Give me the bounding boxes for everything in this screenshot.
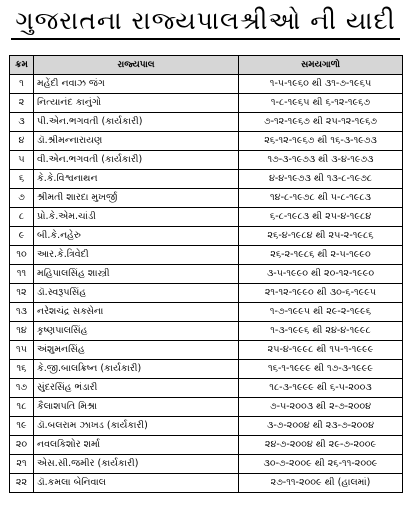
row-number: ૧ xyxy=(10,75,34,94)
governor-name: નરેશચંદ્ર સક્સેના xyxy=(34,303,239,322)
tenure-period: ૧-૭-૧૯૯૫ થી ૨૯-૨-૧૯૯૬ xyxy=(239,303,403,322)
table-row xyxy=(10,75,403,94)
tenure-period: ૨૬-૨-૧૯૮૬ થી ૨-૫-૧૯૯૦ xyxy=(239,246,403,265)
table-row xyxy=(10,246,403,265)
row-number: ૫ xyxy=(10,151,34,170)
table-row xyxy=(10,455,403,474)
row-number: ૧૭ xyxy=(10,379,34,398)
row-number: ૧૫ xyxy=(10,341,34,360)
tenure-period: ૩-૭-૨૦૦૪ થી ૨૩-૭-૨૦૦૪ xyxy=(239,417,403,436)
table-row xyxy=(10,227,403,246)
table-header-row xyxy=(10,56,403,75)
table-row xyxy=(10,322,403,341)
header-number: ક્રમ xyxy=(10,56,34,75)
governor-name: પ્રો.કે.એમ.ચાંડી xyxy=(34,208,239,227)
governor-name: ડૉ.સ્વરૂપસિંહ xyxy=(34,284,239,303)
tenure-period: ૪-૪-૧૯૭૩ થી ૧૩-૮-૧૯૭૮ xyxy=(239,170,403,189)
governor-name: ડૉ.બલરામ ઝાખડ (કાર્યકારી) xyxy=(34,417,239,436)
tenure-period: ૭-૧૨-૧૯૬૭ થી ૨૫-૧૨-૧૯૬૭ xyxy=(239,113,403,132)
governor-name: ડૉ.કમલા બેનિવાલ xyxy=(34,474,239,493)
tenure-period: ૩૦-૭-૨૦૦૯ થી ૨૬-૧૧-૨૦૦૯ xyxy=(239,455,403,474)
tenure-period: ૨૭-૧૧-૨૦૦૯ થી (હાલમાં) xyxy=(239,474,403,493)
table-row xyxy=(10,151,403,170)
table-row xyxy=(10,170,403,189)
tenure-period: ૧૮-૩-૧૯૯૯ થી ૬-૫-૨૦૦૩ xyxy=(239,379,403,398)
header-period: સમયગાળો xyxy=(239,56,403,75)
table-row xyxy=(10,284,403,303)
tenure-period: ૧૪-૮-૧૯૭૮ થી ૫-૮-૧૯૮૩ xyxy=(239,189,403,208)
table-row xyxy=(10,360,403,379)
tenure-period: ૧-૫-૧૯૬૦ થી ૩૧-૭-૧૯૬૫ xyxy=(239,75,403,94)
governor-name: નિત્યાનંદ કાનુંગો xyxy=(34,94,239,113)
governors-table xyxy=(9,55,403,493)
tenure-period: ૧૬-૧-૧૯૯૯ થી ૧૭-૩-૧૯૯૯ xyxy=(239,360,403,379)
governor-name: શ્રીમતી શારદા મુખર્જી xyxy=(34,189,239,208)
tenure-period: ૨૬-૧૨-૧૯૬૭ થી ૧૬-૩-૧૯૭૩ xyxy=(239,132,403,151)
table-row xyxy=(10,132,403,151)
table-row xyxy=(10,265,403,284)
table-row xyxy=(10,113,403,132)
table-row xyxy=(10,474,403,493)
header-governor: રાજ્યપાલ xyxy=(34,56,239,75)
governor-name: ડૉ.શ્રીમન્નારાયણ xyxy=(34,132,239,151)
row-number: ૨૨ xyxy=(10,474,34,493)
row-number: ૧૮ xyxy=(10,398,34,417)
row-number: ૩ xyxy=(10,113,34,132)
table-row xyxy=(10,208,403,227)
governor-name: આર.કે.ત્રિવેદી xyxy=(34,246,239,265)
governor-name: મહિપાલસિંહ શાસ્ત્રી xyxy=(34,265,239,284)
row-number: ૬ xyxy=(10,170,34,189)
row-number: ૯ xyxy=(10,227,34,246)
row-number: ૧૨ xyxy=(10,284,34,303)
tenure-period: ૨૫-૪-૧૯૯૮ થી ૧૫-૧-૧૯૯૯ xyxy=(239,341,403,360)
title-area xyxy=(0,4,411,50)
tenure-period: ૭-૫-૨૦૦૩ થી ૨-૭-૨૦૦૪ xyxy=(239,398,403,417)
governor-name: એસ.સી.જમીર (કાર્યકારી) xyxy=(34,455,239,474)
tenure-period: ૧-૮-૧૯૬૫ થી ૬-૧૨-૧૯૬૭ xyxy=(239,94,403,113)
tenure-period: ૨૬-૪-૧૯૮૪ થી ૨૫-૨-૧૯૮૬ xyxy=(239,227,403,246)
governor-name: મહેંદી નવાઝ જંગ xyxy=(34,75,239,94)
governor-name: કૃષ્ણપાલસિંહ xyxy=(34,322,239,341)
governor-name: સુંદરસિંહ ભંડારી xyxy=(34,379,239,398)
governor-name: વી.એન.ભગવતી (કાર્યકારી) xyxy=(34,151,239,170)
governor-name: નવલકિશોર શર્મા xyxy=(34,436,239,455)
row-number: ૧૦ xyxy=(10,246,34,265)
governor-name: બી.કે.નહેરુ xyxy=(34,227,239,246)
table-row xyxy=(10,436,403,455)
row-number: ૧૩ xyxy=(10,303,34,322)
row-number: ૮ xyxy=(10,208,34,227)
row-number: ૧૪ xyxy=(10,322,34,341)
governor-name: કે.જી.બાલક્રિષ્ન (કાર્યકારી) xyxy=(34,360,239,379)
tenure-period: ૧-૩-૧૯૯૬ થી ૨૪-૪-૧૯૯૮ xyxy=(239,322,403,341)
page-title: ગુજરાતના રાજ્યપાલશ્રીઓ ની યાદી xyxy=(11,4,399,40)
row-number: ૧૯ xyxy=(10,417,34,436)
governor-name: અંશુમનસિંહ xyxy=(34,341,239,360)
tenure-period: ૨૪-૭-૨૦૦૪ થી ૨૯-૭-૨૦૦૯ xyxy=(239,436,403,455)
governor-name: કે.કે.વિશ્વનાથન xyxy=(34,170,239,189)
table-row xyxy=(10,341,403,360)
table-row xyxy=(10,189,403,208)
tenure-period: ૧૭-૩-૧૯૭૩ થી ૩-૪-૧૯૭૩ xyxy=(239,151,403,170)
tenure-period: ૬-૮-૧૯૮૩ થી ૨૫-૪-૧૯૮૪ xyxy=(239,208,403,227)
tenure-period: ૩-૫-૧૯૯૦ થી ૨૦-૧૨-૧૯૯૦ xyxy=(239,265,403,284)
governor-name: કૈલાશપતિ મિશ્રા xyxy=(34,398,239,417)
table-row xyxy=(10,417,403,436)
table-row xyxy=(10,303,403,322)
row-number: ૨૧ xyxy=(10,455,34,474)
table-row xyxy=(10,94,403,113)
tenure-period: ૨૧-૧૨-૧૯૯૦ થી ૩૦-૬-૧૯૯૫ xyxy=(239,284,403,303)
table-row xyxy=(10,379,403,398)
row-number: ૧૬ xyxy=(10,360,34,379)
row-number: ૨૦ xyxy=(10,436,34,455)
row-number: ૧૧ xyxy=(10,265,34,284)
row-number: ૨ xyxy=(10,94,34,113)
governor-name: પી.એન.ભગવતી (કાર્યકારી) xyxy=(34,113,239,132)
table-row xyxy=(10,398,403,417)
row-number: ૭ xyxy=(10,189,34,208)
row-number: ૪ xyxy=(10,132,34,151)
